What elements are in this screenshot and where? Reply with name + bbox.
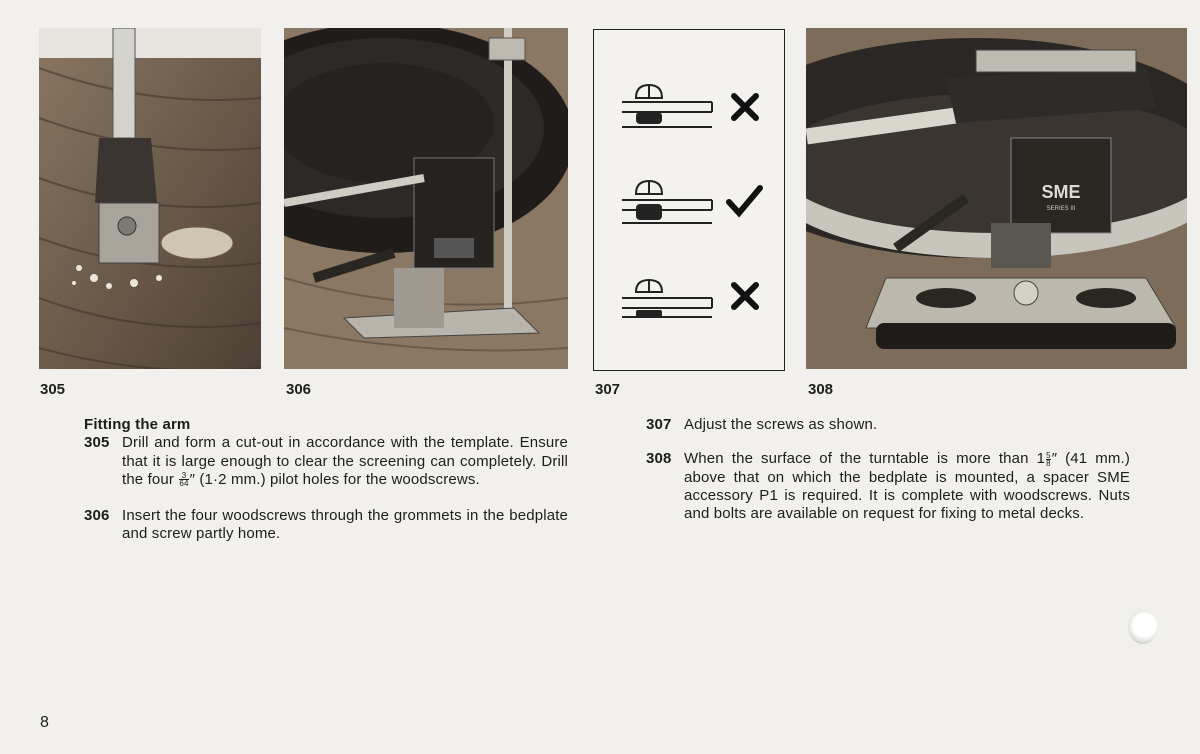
figure-308-photo [806,28,1187,369]
paragraph-305 [84,434,568,489]
paragraph-307 [646,416,1130,434]
sme-logo: SME [1041,182,1081,202]
figure-number-307: 307 [595,381,621,398]
section-heading: Fitting the arm [84,416,191,433]
sme-series-label: SERIES III [1046,206,1076,212]
figure-number-308: 308 [808,381,834,398]
paragraph-number: 305 [84,434,110,452]
figure-number-306: 306 [286,381,312,398]
fraction: $\frac{5}{8}$ [1046,450,1051,468]
right-text-column [646,416,1130,523]
binder-hole [1128,610,1158,644]
paragraph-number: 308 [646,450,672,468]
left-text-column [84,416,568,544]
paragraph-text: Drill and form a cut-out in accordance with the template. Ensure that it is large enough to clear the screening can completely. Drill the four $\frac{3}{64}$ ″ (1·2 mm.) pilot holes for the woodscrews. [122,434,568,489]
figure-306-photo [284,28,568,369]
paragraph-text: Insert the four woodscrews through the grommets in the bedplate and screw partly home. [122,507,568,543]
paragraph-308 [646,450,1130,523]
paragraph-text: When the surface of the turntable is more than 1 $\frac{5}{8}$ ″ (41 mm.) above that on which the bedplate is mounted, a spacer SME accessory P1 is required. It is complete with woodscrews. Nuts and bolts are available on request for fixing to metal decks. [684,450,1130,523]
screw-diagram-row-1 [622,85,712,127]
screw-diagram-row-3 [622,280,712,317]
figure-305-photo [39,28,261,369]
page-number: 8 [40,714,49,731]
paragraph-number: 306 [84,507,110,525]
cross-icon [734,96,756,118]
figure-307-diagram [593,29,785,371]
paragraph-306 [84,507,568,544]
paragraph-text: Adjust the screws as shown. [684,416,878,433]
cross-icon [734,285,756,307]
screw-diagram-row-2 [622,181,712,223]
figure-number-305: 305 [40,381,66,398]
check-icon [729,188,760,213]
paragraph-number: 307 [646,416,672,433]
fraction: $\frac{3}{64}$ [179,471,189,489]
